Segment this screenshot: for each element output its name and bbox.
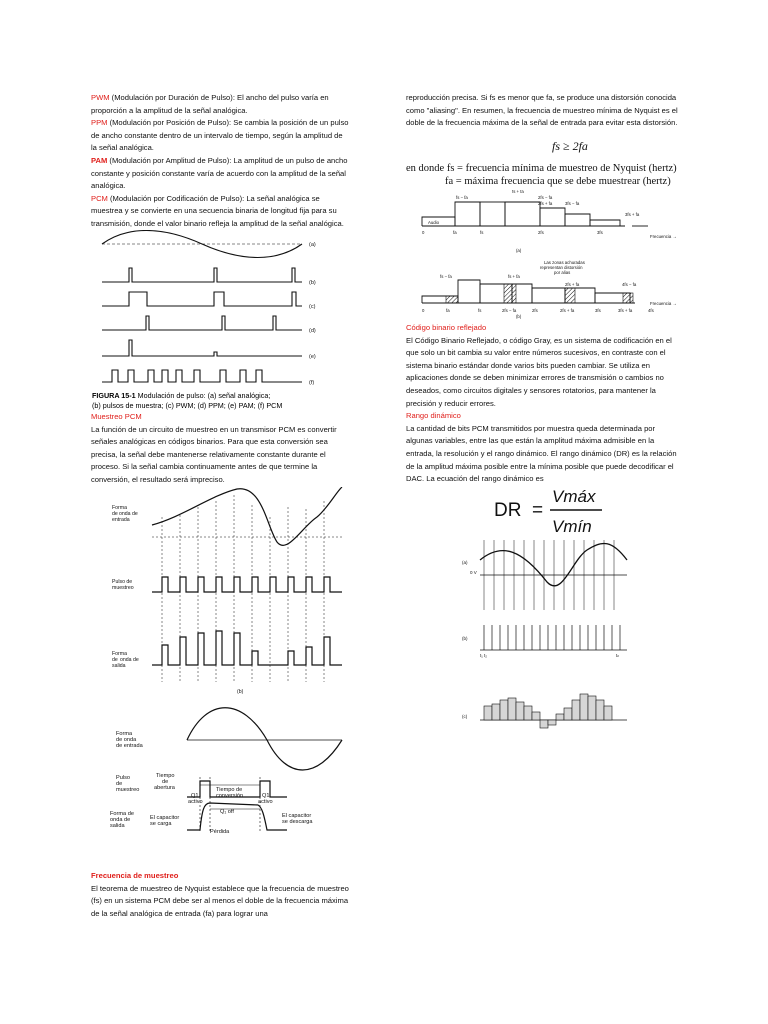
fig3-q1-off: Q₁ off: [220, 809, 234, 815]
fig5-tn: tₙ: [616, 653, 620, 658]
fig3-input-label-3: de entrada: [116, 743, 143, 749]
fig3-pulse-label-3: muestreo: [116, 787, 140, 793]
fig3-pulse-label-2: de: [116, 781, 123, 787]
fig3-tiempo-abertura-2: de: [162, 779, 169, 785]
pam-term: PAM: [91, 155, 108, 165]
fig4b-tick-7: 3fs + fa: [618, 308, 633, 313]
fig3-output-label-3: salida: [110, 823, 125, 829]
muestreo-paragraph: La función de un circuito de muestreo en un transmisor PCM es convertir señales analógicas en códigos binarios. Para que esta conversión sea precisa, la señal debe mantenerse relativamente constante durante el proceso. Si la señal cambia continuamente antes de que termine la conversión, el resultado será impreciso.: [91, 424, 337, 484]
fig3-q1-b: Q1: [262, 793, 270, 799]
fig4b-top-1: fs − fa: [440, 274, 452, 279]
fig2-pulse-label-1: Pulso de: [112, 579, 133, 585]
rango-heading: Rango dinámico: [406, 411, 461, 421]
rango-paragraph: La cantidad de bits PCM transmitidos por muestra queda determinada por algunas variables, entre las que están la amplitud máxima admisible en la entrada, la resolución y el rango dinámico. El rango dinámico (DR) es la relación de la amplitud máxima posible entre la mínima posible que puede decodificar el DAC. La ecuación del rango dinámico es: [406, 423, 677, 484]
right-column-top: [406, 92, 678, 130]
ppm-paragraph: [91, 117, 349, 155]
pwm-text: (Modulación por Duración de Pulso): El ancho del pulso varía en proporción a la amplitud de la señal analógica.: [91, 93, 329, 115]
fig3-activo-a: activo: [188, 799, 203, 805]
fig3-tiempo-conversion-1: Tiempo de: [216, 787, 243, 793]
fig1-label-c: (c): [309, 304, 316, 310]
fig4-sub-a: (a): [516, 248, 522, 253]
nyquist-formula: fs ≥ 2fa: [552, 139, 588, 153]
fig3-tiempo-abertura-1: Tiempo: [156, 773, 175, 779]
fig4-top-6: 3fs + fa: [625, 212, 640, 217]
fig3-capacitor-descarga-2: se descarga: [282, 819, 313, 825]
fig2-output-label-4: salida: [112, 663, 126, 669]
fig5-label-b: (b): [462, 636, 468, 641]
fig4b-tick-1: fa: [446, 308, 450, 313]
fig4b-top-4: 4fs − fa: [622, 282, 637, 287]
gray-section: [406, 322, 678, 486]
fig4b-freq-axis: Frecuencia →: [650, 301, 677, 306]
fig4-sub-b: (b): [516, 314, 522, 319]
fig4b-tick-2: fs: [478, 308, 482, 313]
fig5-label-c: (c): [462, 714, 468, 719]
fig4b-top-2: fs + fa: [508, 274, 520, 279]
fig2-input-label-4: entrada: [112, 517, 130, 523]
frecuencia-paragraph: El teorema de muestreo de Nyquist establece que la frecuencia de muestreo (fs) en un sistema PCM debe ser al menos el doble de la frecuencia máxima de la señal analógica de entrada (fa) para lograr una: [91, 883, 349, 918]
fig5-zero-volt: 0 V: [470, 570, 477, 575]
fig3-tiempo-abertura-3: abertura: [154, 785, 175, 791]
fig4-top-5: 3fs − fa: [565, 201, 580, 206]
fig2-output-label-2: de: [112, 657, 118, 663]
donde-line-2: fa = máxima frecuencia que se debe muestrear (hertz): [445, 176, 671, 187]
fig3-input-label-2: de onda: [116, 737, 137, 743]
fig1-caption-1: FIGURA 15-1 Modulación de pulso: (a) señal analógica;: [92, 391, 271, 400]
fig4-top-4: 2fs + fa: [538, 201, 553, 206]
nyquist-paragraph: reproducción precisa. Si fs es menor que fa, se produce una distorsión conocida como "aliasing". En resumen, la frecuencia de muestreo mínima de Nyquist es el doble de la frecuencia máxima de la señal de entrada para evitar esta distorsión.: [406, 93, 678, 128]
fig3-pulse-label-1: Pulso: [116, 775, 130, 781]
dr-lhs: DR: [494, 500, 522, 521]
fig3-perdida: Pérdida: [210, 829, 230, 835]
fig1-label-a: (a): [309, 242, 316, 248]
fig3-capacitor-descarga-1: El capacitor: [282, 813, 312, 819]
fig4-freq-axis: Frecuencia →: [650, 234, 677, 239]
fig4b-tick-6: 3fs: [595, 308, 601, 313]
fig4-zonas-2: representan distorsión: [540, 265, 583, 270]
dr-eq: =: [532, 500, 544, 521]
fig4b-top-3: 2fs + fa: [565, 282, 580, 287]
muestreo-heading: Muestreo PCM: [91, 412, 142, 421]
fig2-input-label-3: onda de: [119, 511, 138, 517]
fig3-input-label-1: Forma: [116, 731, 133, 737]
fig1-label-f: (f): [309, 380, 315, 386]
fig4-tick-fs: fs: [480, 230, 484, 235]
fig1-label-b: (b): [309, 280, 316, 286]
fig1-label-e: (e): [309, 354, 316, 360]
pcm-paragraph: [91, 193, 349, 231]
fig2-sub-label: (b): [237, 689, 244, 695]
fig4-zonas-3: por alias: [554, 270, 571, 275]
fig5-t1-t2: t₁ t₂: [480, 653, 488, 658]
fig2-input-label-1: Forma: [112, 505, 127, 511]
fig4b-tick-5: 2fs + fa: [560, 308, 575, 313]
fig4-tick-0: 0: [422, 230, 425, 235]
fig1-caption-2: (b) pulsos de muestra; (c) PWM; (d) PPM; (e) PAM; (f) PCM: [92, 401, 283, 410]
pulse-modulation-figure: [92, 230, 337, 415]
sample-hold-figure: [92, 705, 347, 855]
ppm-term: PPM: [91, 118, 108, 128]
donde-block: [406, 162, 696, 188]
fig4-top-3: 2fs − fa: [538, 195, 553, 200]
fig3-capacitor-carga-2: se carga: [150, 821, 172, 827]
fig4b-tick-3: 2fs − fa: [502, 308, 517, 313]
fig1-label-d: (d): [309, 328, 316, 334]
aliasing-spectrum-figure: [420, 190, 695, 320]
fig3-activo-b: activo: [258, 799, 273, 805]
pam-text: (Modulación por Amplitud de Pulso): La amplitud de un pulso de ancho constante y posición constante varía de acuerdo con la amplitud de la señal analógica.: [91, 155, 348, 191]
left-column: [91, 92, 349, 231]
fig3-tiempo-conversion-2: conversión: [216, 793, 244, 799]
fig4-tick-3fs: 3fs: [597, 230, 603, 235]
fig4-audio: Audio: [428, 220, 439, 225]
fig2-pulse-label-2: muestreo: [112, 585, 134, 591]
gray-heading: Código binario reflejado: [406, 323, 487, 332]
fig4b-tick-8: 4fs: [648, 308, 654, 313]
pam-paragraph: [91, 155, 349, 193]
fig2-input-label-2: de: [112, 511, 118, 517]
fig4-zonas-1: Las zonas achuradas: [544, 260, 585, 265]
frecuencia-heading: Frecuencia de muestreo: [91, 871, 179, 880]
fig3-q1-a: Q1: [191, 793, 199, 799]
muestreo-section: [91, 411, 349, 487]
fig4-top-2: fs + fa: [512, 190, 524, 194]
pwm-term: PWM: [91, 93, 110, 102]
quantization-figure: [462, 540, 632, 730]
gray-paragraph: El Código Binario Reflejado, o código Gray, es un sistema de codificación en el que solo un bit cambia su valor entre números sucesivos, en contraste con el sistema binario estándar donde varios bits pueden cambiar. Se utiliza en aplicaciones donde se deben minimizar errores de transmisión o cambios no deseados, como circuitos digitales y sensores rotatorios, para mantener la precisión y reducir errores.: [406, 335, 672, 408]
fig5-label-a: (a): [462, 560, 468, 565]
fig4b-tick-4: 2fs: [532, 308, 538, 313]
fig4-tick-2fs: 2fs: [538, 230, 544, 235]
dr-denominator: Vmín: [552, 517, 592, 536]
dynamic-range-equation: [490, 480, 610, 540]
fig2-output-label-1: Forma: [112, 651, 127, 657]
fig4-tick-fa: fa: [453, 230, 457, 235]
donde-line-1: en donde fs = frecuencia mínima de muestreo de Nyquist (hertz): [406, 163, 677, 174]
sampling-waveforms-figure: [92, 487, 347, 699]
fig2-output-label-3: onda de: [120, 657, 139, 663]
pcm-text: (Modulación por Codificación de Pulso): La señal analógica se muestrea y se convierte en una secuencia binaria de longitud fija para su transmisión, donde el valor binario refleja la amplitud de la señal analógica.: [91, 193, 344, 228]
ppm-text: (Modulación por Posición de Pulso): Se cambia la posición de un pulso de ancho constante dentro de un intervalo de tiempo, según la amplitud de la señal analógica.: [91, 118, 349, 153]
fig3-output-label-2: onda de: [110, 817, 131, 823]
fig4-top-1: fs − fa: [456, 195, 468, 200]
fig3-capacitor-carga-1: El capacitor: [150, 815, 180, 821]
fig3-output-label-1: Forma de: [110, 811, 134, 817]
fig4b-tick-0: 0: [422, 308, 425, 313]
frecuencia-section: [91, 870, 349, 920]
dr-numerator: Vmáx: [552, 487, 596, 506]
pcm-term: PCM: [91, 193, 108, 203]
pwm-paragraph: [91, 92, 349, 117]
